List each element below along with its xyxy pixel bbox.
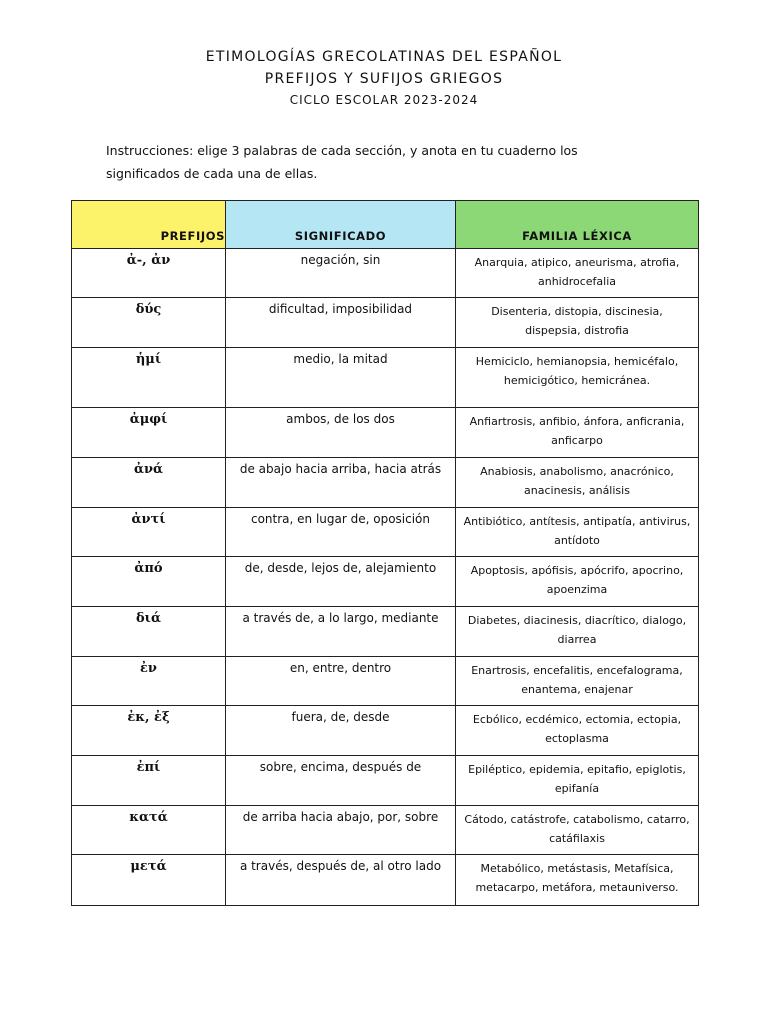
table-row xyxy=(72,298,699,348)
prefix-cell: ἐν xyxy=(72,657,226,706)
table-row xyxy=(72,458,699,508)
table-header-row xyxy=(72,201,699,249)
family-cell: Cátodo, catástrofe, catabolismo, catarro, catáfilaxis xyxy=(456,806,699,855)
document-subtitle: PREFIJOS Y SUFIJOS GRIEGOS xyxy=(264,71,504,87)
family-cell: Diabetes, diacinesis, diacrítico, dialogo, diarrea xyxy=(456,607,699,657)
family-cell: Ecbólico, ecdémico, ectomia, ectopia, ectoplasma xyxy=(456,706,699,756)
table-row xyxy=(72,657,699,706)
course-title: ETIMOLOGÍAS GRECOLATINAS DEL ESPAÑOL xyxy=(205,49,563,65)
meaning-cell: sobre, encima, después de xyxy=(226,756,456,806)
family-cell: Metabólico, metástasis, Metafísica, metacarpo, metáfora, metauniverso. xyxy=(456,855,699,906)
table-row xyxy=(72,756,699,806)
table-row xyxy=(72,408,699,458)
header-significado: SIGNIFICADO xyxy=(226,201,456,249)
prefix-table xyxy=(71,200,699,906)
prefix-cell: μετά xyxy=(72,855,226,906)
family-cell: Anfiartrosis, anfibio, ánfora, anficrania, anficarpo xyxy=(456,408,699,458)
table-row xyxy=(72,348,699,408)
prefix-cell: ἀπό xyxy=(72,557,226,607)
prefix-cell: ἐκ, ἐξ xyxy=(72,706,226,756)
prefix-cell: διά xyxy=(72,607,226,657)
prefix-cell: δύς xyxy=(72,298,226,348)
table-row xyxy=(72,855,699,906)
meaning-cell: a través, después de, al otro lado xyxy=(226,855,456,906)
meaning-cell: ambos, de los dos xyxy=(226,408,456,458)
meaning-cell: dificultad, imposibilidad xyxy=(226,298,456,348)
meaning-cell: de, desde, lejos de, alejamiento xyxy=(226,557,456,607)
prefix-cell: ἐπί xyxy=(72,756,226,806)
table-row xyxy=(72,806,699,855)
meaning-cell: medio, la mitad xyxy=(226,348,456,408)
table-row xyxy=(72,706,699,756)
document-header xyxy=(0,46,768,110)
table-row xyxy=(72,607,699,657)
meaning-cell: en, entre, dentro xyxy=(226,657,456,706)
meaning-cell: a través de, a lo largo, mediante xyxy=(226,607,456,657)
header-familia-lexica: FAMILIA LÉXICA xyxy=(456,201,699,249)
instructions-line-1: Instrucciones: elige 3 palabras de cada sección, y anota en tu cuaderno los xyxy=(106,143,578,158)
family-cell: Antibiótico, antítesis, antipatía, antivirus, antídoto xyxy=(456,508,699,557)
header-prefijos: PREFIJOS xyxy=(72,201,226,249)
meaning-cell: de abajo hacia arriba, hacia atrás xyxy=(226,458,456,508)
meaning-cell: negación, sin xyxy=(226,249,456,298)
table-row xyxy=(72,557,699,607)
instructions xyxy=(106,139,666,185)
meaning-cell: contra, en lugar de, oposición xyxy=(226,508,456,557)
table-row xyxy=(72,249,699,298)
family-cell: Anarquia, atipico, aneurisma, atrofia, anhidrocefalia xyxy=(456,249,699,298)
prefix-cell: ἀντί xyxy=(72,508,226,557)
meaning-cell: fuera, de, desde xyxy=(226,706,456,756)
family-cell: Anabiosis, anabolismo, anacrónico, anacinesis, análisis xyxy=(456,458,699,508)
family-cell: Hemiciclo, hemianopsia, hemicéfalo, hemicigótico, hemicránea. xyxy=(456,348,699,408)
prefix-cell: ἀμφί xyxy=(72,408,226,458)
prefix-cell: ἡμί xyxy=(72,348,226,408)
prefix-cell: κατά xyxy=(72,806,226,855)
prefix-cell: ἀνά xyxy=(72,458,226,508)
school-year: CICLO ESCOLAR 2023-2024 xyxy=(289,93,479,107)
family-cell: Apoptosis, apófisis, apócrifo, apocrino, apoenzima xyxy=(456,557,699,607)
instructions-line-2: significados de cada una de ellas. xyxy=(106,166,318,181)
family-cell: Enartrosis, encefalitis, encefalograma, enantema, enajenar xyxy=(456,657,699,706)
table-row xyxy=(72,508,699,557)
meaning-cell: de arriba hacia abajo, por, sobre xyxy=(226,806,456,855)
prefix-cell: ἀ-, ἀν xyxy=(72,249,226,298)
family-cell: Disenteria, distopia, discinesia, dispepsia, distrofia xyxy=(456,298,699,348)
family-cell: Epiléptico, epidemia, epitafio, epiglotis, epifanía xyxy=(456,756,699,806)
